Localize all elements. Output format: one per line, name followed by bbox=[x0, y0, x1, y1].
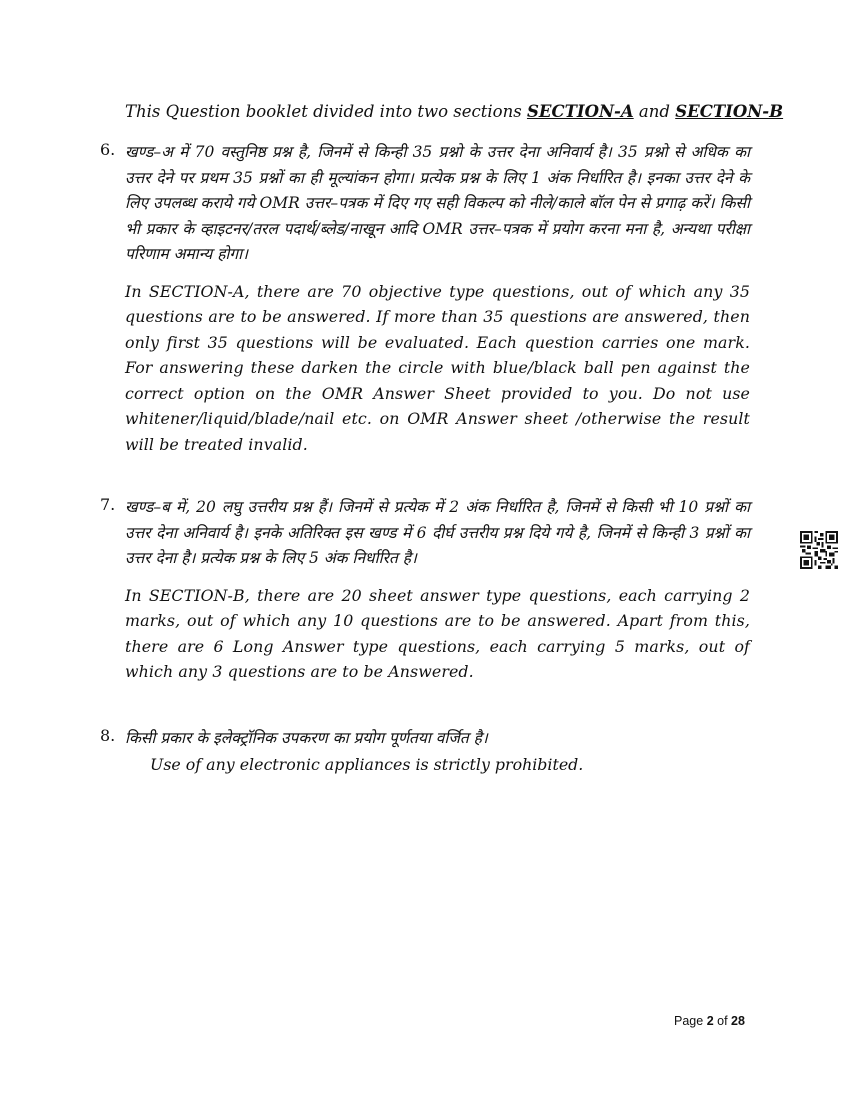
instruction-english: Use of any electronic appliances is strictly prohibited. bbox=[150, 754, 584, 774]
instruction-number: 8. bbox=[100, 726, 116, 745]
instruction-number: 6. bbox=[100, 140, 116, 159]
instruction-number: 7. bbox=[100, 495, 116, 514]
intro-line bbox=[125, 101, 784, 123]
instruction-6 bbox=[100, 140, 750, 457]
instruction-hindi: खण्ड–ब में, 20 लघु उत्तरीय प्रश्न हैं। जिनमें से प्रत्येक में 2 अंक निर्धारित है, जिनमें से किसी भी 10 प्रश्नों का उत्तर देना अनिवार्य है। इनके अतिरिक्त इस खण्ड में 6 दीर्घ उत्तरीय प्रश्न दिये गये है, जिनमें से किन्ही 3 प्रश्नों का उत्तर देना है। प्रत्येक प्रश्न के लिए 5 अंक निर्धारित है। bbox=[125, 498, 750, 567]
section-b-label: SECTION-B bbox=[675, 102, 784, 121]
qr-code-icon bbox=[800, 531, 838, 569]
footer-total-pages: 28 bbox=[731, 1014, 745, 1028]
instruction-english: In SECTION-A, there are 70 objective type questions, out of which any 35 questions are to be answered. If more than 35 questions are answered, then only first 35 questions will be evaluated. Each question carries one mark. For answering these darken the circle with blue/black ball pen against the correct option on the OMR Answer Sheet provided to you. Do not use whitener/liquid/blade/nail etc. on OMR Answer sheet /otherwise the result will be treated invalid. bbox=[125, 281, 750, 454]
intro-prefix: This Question booklet divided into two sections bbox=[125, 102, 527, 121]
instruction-hindi: किसी प्रकार के इलेक्ट्रॉनिक उपकरण का प्रयोग पूर्णतया वर्जित है। bbox=[125, 729, 488, 747]
footer-page-word: Page bbox=[674, 1014, 704, 1028]
instruction-hindi: खण्ड–अ में 70 वस्तुनिष्ठ प्रश्न है, जिनमें से किन्ही 35 प्रश्नो के उत्तर देना अनिवार्य है। 35 प्रश्नो से अधिक का उत्तर देने पर प्रथम 35 प्रश्नों का ही मूल्यांकन होगा। प्रत्येक प्रश्न के लिए 1 अंक निर्धारित है। इनका उत्तर देने के लिए उपलब्ध कराये गये OMR उत्तर–पत्रक में दिए गए सही विकल्प को नीले/काले बॉल पेन से प्रगाढ़ करें। किसी भी प्रकार के व्हाइटनर/तरल पदार्थ/ब्लेड/नाखून आदि OMR उत्तर–पत्रक में प्रयोग करना मना है, अन्यथा परीक्षा परिणाम अमान्य होगा। bbox=[125, 143, 750, 263]
page-footer bbox=[674, 1014, 745, 1028]
section-a-label: SECTION-A bbox=[526, 102, 634, 121]
instruction-7 bbox=[100, 495, 750, 685]
instruction-8 bbox=[100, 726, 750, 777]
intro-and: and bbox=[633, 102, 676, 121]
footer-of-word: of bbox=[717, 1014, 728, 1028]
instruction-english: In SECTION-B, there are 20 sheet answer type questions, each carrying 2 marks, out of which any 10 questions are to be answered. Apart from this, there are 6 Long Answer type questions, each carrying 5 marks, out of which any 3 questions are to be Answered. bbox=[125, 585, 750, 681]
footer-page-number: 2 bbox=[706, 1014, 714, 1028]
